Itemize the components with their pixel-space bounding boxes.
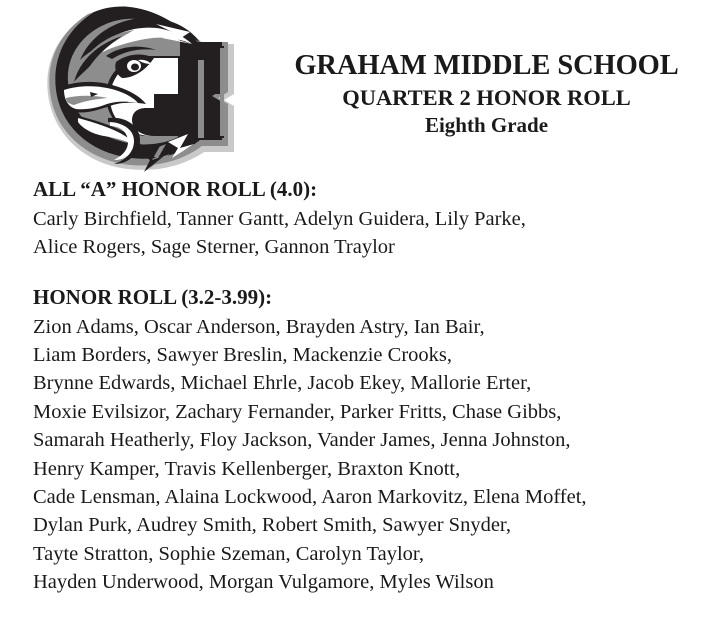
grade-level: Eighth Grade [424,113,549,138]
honor-roll-content [0,176,723,597]
name-line: Brynne Edwards, Michael Ehrle, Jacob Ekey, Mallorie Erter, [33,372,532,395]
name-line: Zion Adams, Oscar Anderson, Brayden Astry, Ian Bair, [33,315,485,338]
name-line: Henry Kamper, Travis Kellenberger, Braxton Knott, [33,457,461,480]
name-line: Dylan Purk, Audrey Smith, Robert Smith, Sawyer Snyder, [33,514,512,537]
name-line: Cade Lensman, Alaina Lockwood, Aaron Markovitz, Elena Moffet, [33,485,587,508]
name-line: Moxie Evilsizor, Zachary Fernander, Parker Fritts, Chase Gibbs, [33,400,562,423]
school-logo [0,0,268,176]
section-all-a-honor-roll [33,176,711,262]
name-line: Carly Birchfield, Tanner Gantt, Adelyn Guidera, Lily Parke, [33,207,526,230]
name-line: Hayden Underwood, Morgan Vulgamore, Myles Wilson [33,571,494,594]
document-header [0,0,723,176]
name-line: Samarah Heatherly, Floy Jackson, Vander James, Jenna Johnston, [33,429,571,452]
header-titles [268,0,723,139]
name-line: Liam Borders, Sawyer Breslin, Mackenzie Crooks, [33,344,453,367]
report-title: QUARTER 2 HONOR ROLL [342,84,631,110]
name-line: Alice Rogers, Sage Sterner, Gannon Traylor [33,236,395,259]
school-name: GRAHAM MIDDLE SCHOOL [294,50,679,81]
falcon-head-g-logo-icon [28,2,240,174]
section-heading: HONOR ROLL (3.2-3.99): [33,284,273,309]
section-honor-roll [33,284,711,597]
name-line: Tayte Stratton, Sophie Szeman, Carolyn Taylor, [33,542,425,565]
section-heading: ALL “A” HONOR ROLL (4.0): [33,177,318,201]
